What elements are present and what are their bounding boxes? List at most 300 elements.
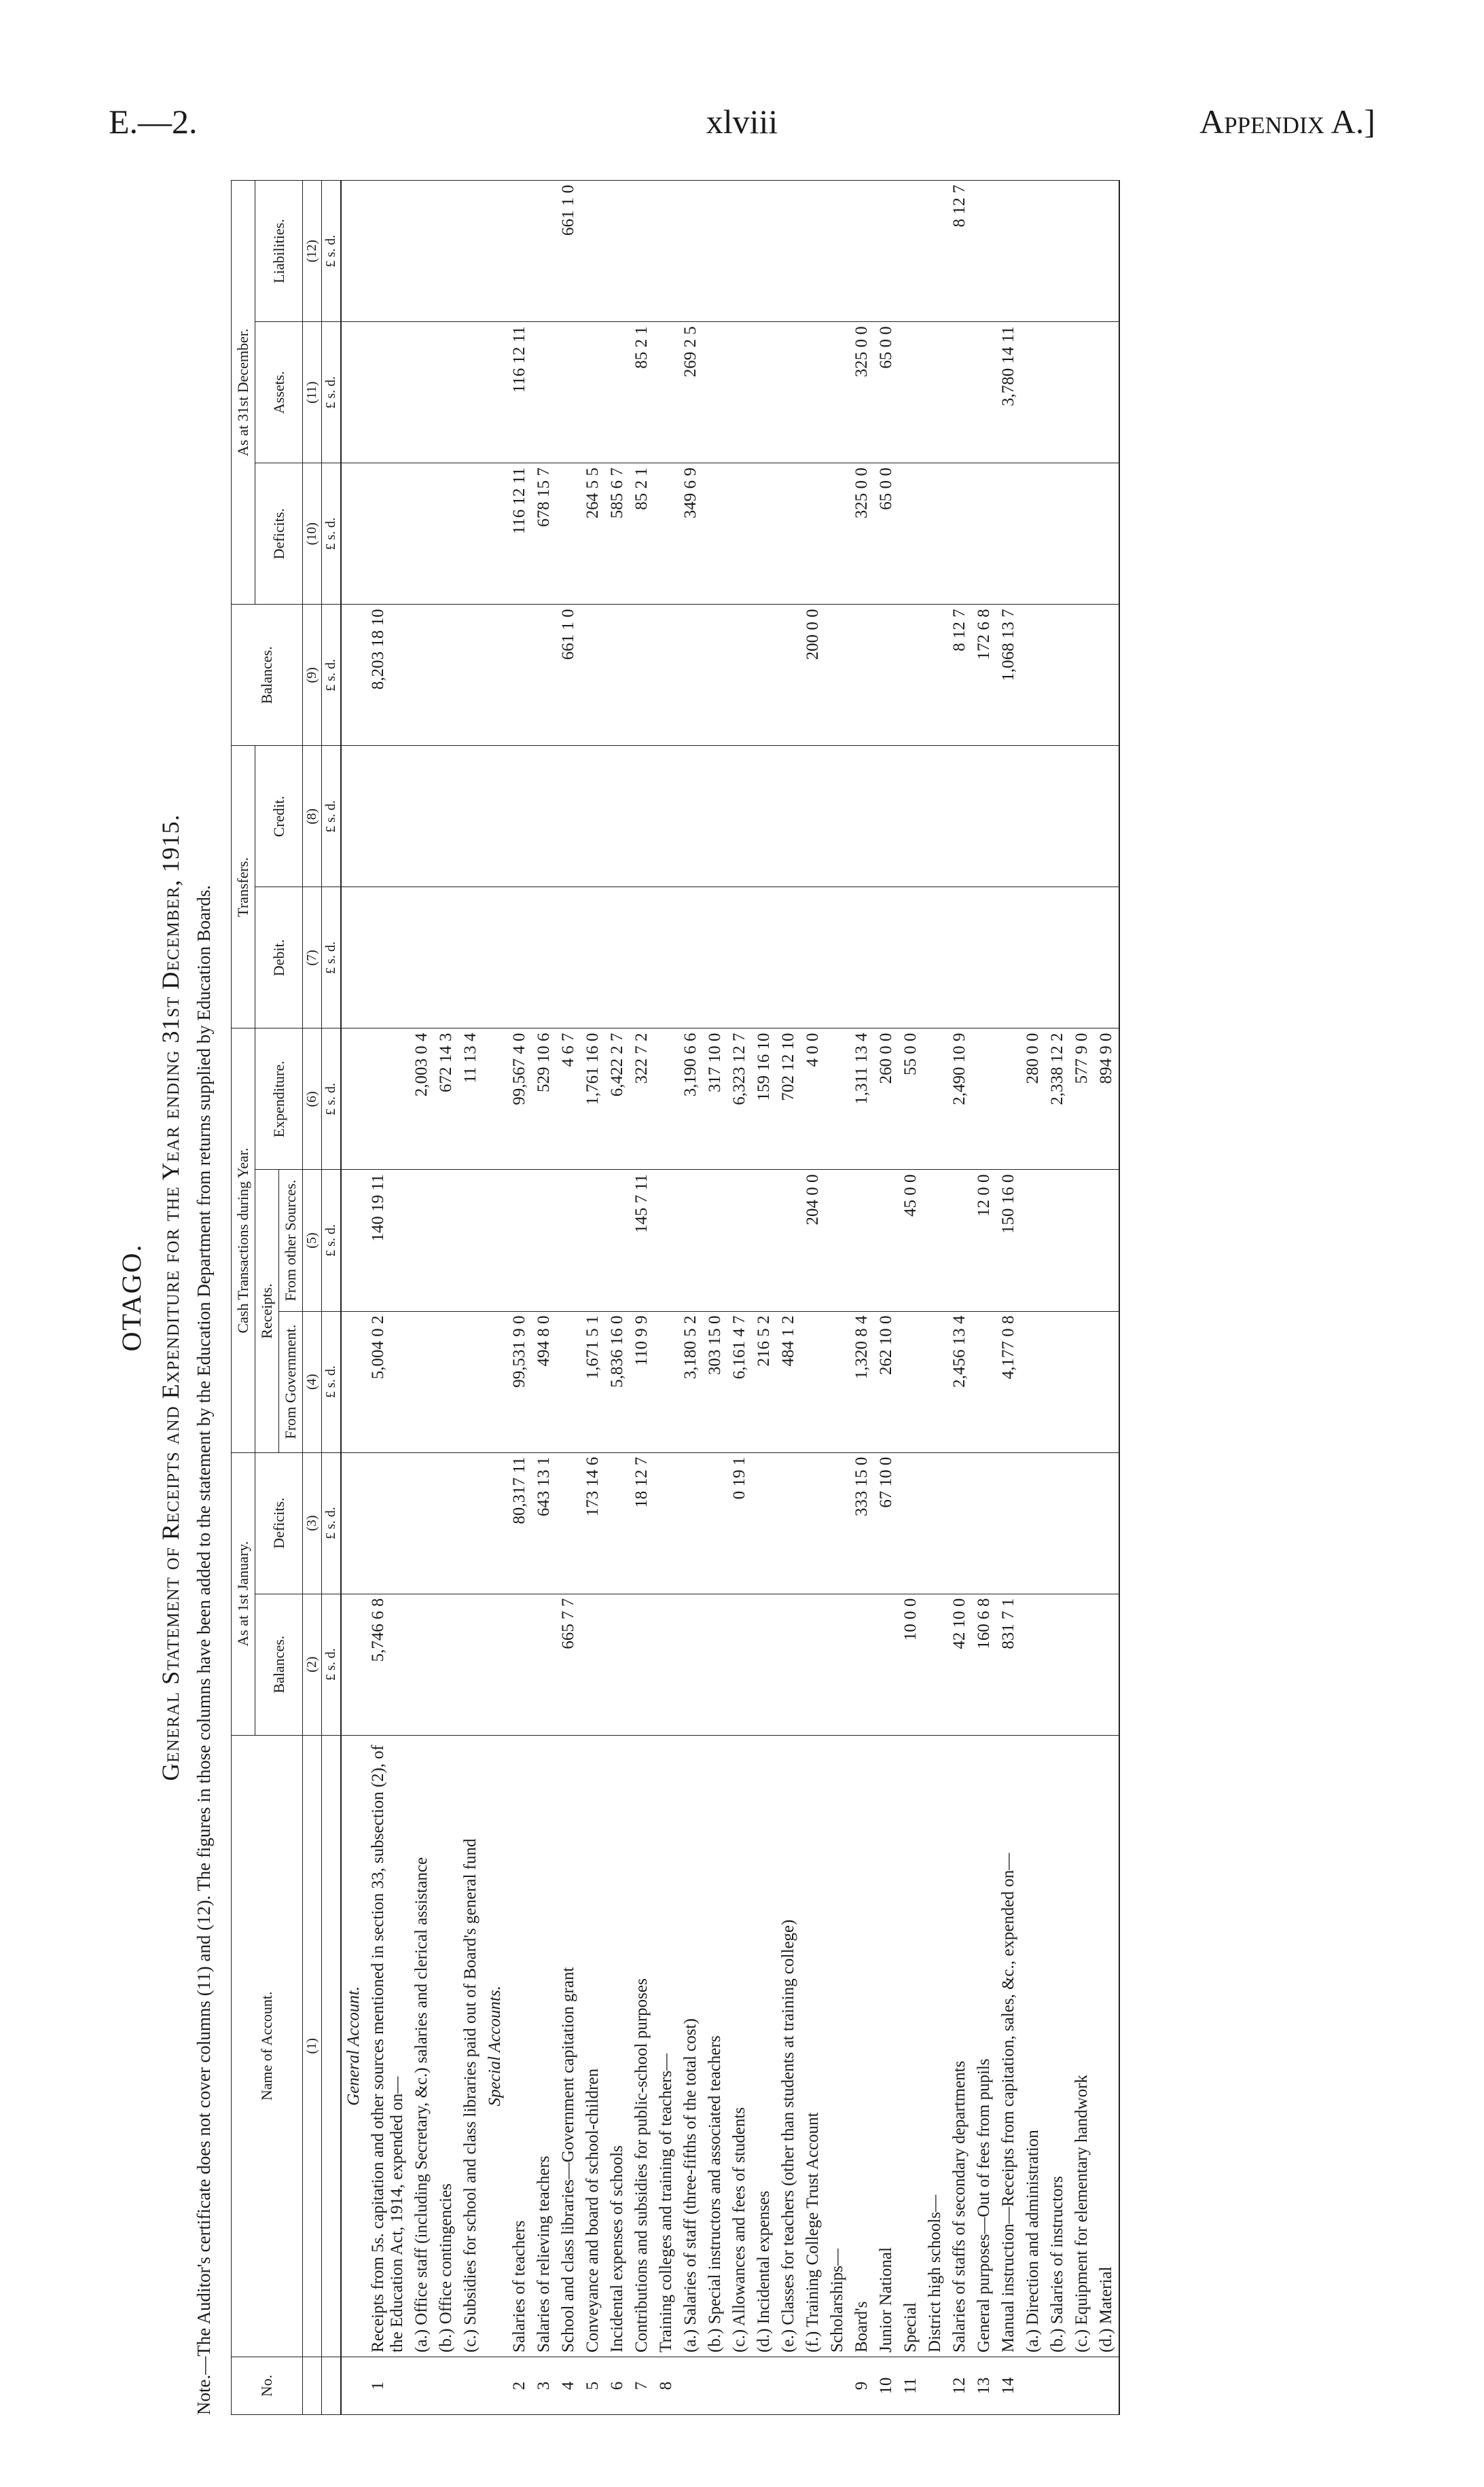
unit-label: £ s. d. bbox=[322, 1594, 342, 1735]
amount-cell bbox=[752, 181, 776, 322]
amount-cell bbox=[483, 322, 507, 463]
amount-cell: 264 5 5 bbox=[581, 463, 605, 605]
amount-cell: 6,323 12 7 bbox=[727, 1028, 752, 1170]
amount-cell: 116 12 11 bbox=[507, 463, 532, 605]
amount-cell bbox=[850, 605, 874, 746]
amount-cell bbox=[434, 1170, 458, 1311]
amount-cell bbox=[727, 1594, 752, 1735]
row-number bbox=[434, 2357, 458, 2414]
appendix-label: Appendix A.] bbox=[1199, 103, 1375, 141]
amount-cell bbox=[801, 887, 825, 1028]
amount-cell: 1,311 13 4 bbox=[850, 1028, 874, 1170]
amount-cell: 3,180 5 2 bbox=[678, 1311, 703, 1452]
amount-cell bbox=[507, 1594, 532, 1735]
amount-cell: 12 0 0 bbox=[972, 1170, 996, 1311]
amount-cell bbox=[410, 605, 434, 746]
amount-cell bbox=[972, 322, 996, 463]
amount-cell bbox=[341, 746, 366, 887]
amount-cell bbox=[752, 1170, 776, 1311]
amount-cell: 317 10 0 bbox=[703, 1028, 727, 1170]
amount-cell bbox=[1045, 322, 1070, 463]
account-name: Contributions and subsidies for public-school purposes bbox=[630, 1735, 654, 2357]
amount-cell: 325 0 0 bbox=[850, 463, 874, 605]
amount-cell bbox=[483, 1028, 507, 1170]
amount-cell: 216 5 2 bbox=[752, 1311, 776, 1452]
amount-cell bbox=[1094, 1311, 1119, 1452]
row-number: 10 bbox=[874, 2357, 899, 2414]
table-row bbox=[972, 181, 996, 2415]
amount-cell bbox=[923, 605, 947, 746]
amount-cell bbox=[1045, 1452, 1070, 1594]
amount-cell bbox=[1045, 605, 1070, 746]
amount-cell bbox=[1021, 887, 1045, 1028]
amount-cell bbox=[410, 1594, 434, 1735]
amount-cell bbox=[483, 1170, 507, 1311]
amount-cell bbox=[654, 1311, 678, 1452]
amount-cell: 145 7 11 bbox=[630, 1170, 654, 1311]
amount-cell bbox=[654, 1594, 678, 1735]
unit-label: £ s. d. bbox=[322, 1170, 342, 1311]
amount-cell bbox=[458, 887, 483, 1028]
amount-cell bbox=[458, 1452, 483, 1594]
amount-cell bbox=[410, 1452, 434, 1594]
amount-cell bbox=[874, 746, 899, 887]
amount-cell bbox=[727, 463, 752, 605]
row-number: 4 bbox=[556, 2357, 581, 2414]
amount-cell: 67 10 0 bbox=[874, 1452, 899, 1594]
amount-cell: 262 10 0 bbox=[874, 1311, 899, 1452]
account-name: (a.) Direction and administration bbox=[1021, 1735, 1045, 2357]
amount-cell bbox=[654, 1170, 678, 1311]
account-name: Incidental expenses of schools bbox=[605, 1735, 630, 2357]
amount-cell bbox=[1021, 1452, 1045, 1594]
account-name: (f.) Training College Trust Account bbox=[801, 1735, 825, 2357]
row-number bbox=[341, 2357, 366, 2414]
amount-cell bbox=[923, 1311, 947, 1452]
amount-cell bbox=[703, 181, 727, 322]
amount-cell bbox=[727, 181, 752, 322]
amount-cell bbox=[1021, 1311, 1045, 1452]
amount-cell: 110 9 9 bbox=[630, 1311, 654, 1452]
amount-cell bbox=[1045, 181, 1070, 322]
amount-cell: 204 0 0 bbox=[801, 1170, 825, 1311]
amount-cell bbox=[972, 887, 996, 1028]
auditor-note: Note.—The Auditor's certificate does not cover columns (11) and (12). The figures in those columns have been added to the statement by the Education Department from returns supplied by Education Boards. bbox=[194, 885, 214, 2415]
amount-cell bbox=[1021, 322, 1045, 463]
amount-cell: 5,746 6 8 bbox=[366, 1594, 410, 1735]
amount-cell bbox=[532, 1594, 556, 1735]
amount-cell bbox=[850, 887, 874, 1028]
amount-cell bbox=[972, 181, 996, 322]
amount-cell bbox=[1045, 1311, 1070, 1452]
amount-cell bbox=[1070, 1594, 1094, 1735]
row-number: 13 bbox=[972, 2357, 996, 2414]
amount-cell bbox=[341, 605, 366, 746]
amount-cell bbox=[366, 463, 410, 605]
col-balances-jan-header: Balances. bbox=[255, 1594, 303, 1735]
amount-cell bbox=[341, 181, 366, 322]
amount-cell: 2,003 0 4 bbox=[410, 1028, 434, 1170]
amount-cell bbox=[366, 1452, 410, 1594]
amount-cell bbox=[458, 1311, 483, 1452]
page-reference: E.—2. bbox=[109, 103, 198, 141]
row-number: 6 bbox=[605, 2357, 630, 2414]
amount-cell bbox=[1070, 1170, 1094, 1311]
amount-cell bbox=[434, 181, 458, 322]
amount-cell: 577 9 0 bbox=[1070, 1028, 1094, 1170]
account-name: Conveyance and board of school-children bbox=[581, 1735, 605, 2357]
amount-cell bbox=[581, 322, 605, 463]
statement-body bbox=[341, 181, 1119, 2415]
table-row bbox=[752, 181, 776, 2415]
column-number: (7) bbox=[303, 887, 322, 1028]
amount-cell bbox=[703, 1594, 727, 1735]
unit-label: £ s. d. bbox=[322, 463, 342, 605]
amount-cell bbox=[605, 605, 630, 746]
amount-cell bbox=[850, 1594, 874, 1735]
amount-cell bbox=[581, 746, 605, 887]
amount-cell bbox=[654, 181, 678, 322]
row-number bbox=[1070, 2357, 1094, 2414]
amount-cell bbox=[605, 322, 630, 463]
table-row bbox=[556, 181, 581, 2415]
amount-cell: 4,177 0 8 bbox=[996, 1311, 1021, 1452]
amount-cell bbox=[581, 1170, 605, 1311]
account-name: Training colleges and training of teachers— bbox=[654, 1735, 678, 2357]
account-name: Board's bbox=[850, 1735, 874, 2357]
amount-cell bbox=[801, 322, 825, 463]
amount-cell: 5,004 0 2 bbox=[366, 1311, 410, 1452]
amount-cell: 160 6 8 bbox=[972, 1594, 996, 1735]
amount-cell bbox=[923, 1170, 947, 1311]
unit-label: £ s. d. bbox=[322, 181, 342, 322]
amount-cell bbox=[1045, 887, 1070, 1028]
amount-cell bbox=[434, 605, 458, 746]
amount-cell: 349 6 9 bbox=[678, 463, 703, 605]
amount-cell bbox=[1021, 1594, 1045, 1735]
amount-cell bbox=[581, 1594, 605, 1735]
amount-cell bbox=[434, 1594, 458, 1735]
page-header bbox=[109, 102, 1375, 149]
account-name: (e.) Classes for teachers (other than students at training college) bbox=[776, 1735, 801, 2357]
amount-cell bbox=[972, 463, 996, 605]
row-number: 3 bbox=[532, 2357, 556, 2414]
column-number: (9) bbox=[303, 605, 322, 746]
column-number: (12) bbox=[303, 181, 322, 322]
amount-cell bbox=[899, 181, 923, 322]
amount-cell bbox=[434, 1311, 458, 1452]
amount-cell bbox=[1045, 746, 1070, 887]
row-number bbox=[1094, 2357, 1119, 2414]
row-number bbox=[458, 2357, 483, 2414]
amount-cell bbox=[776, 181, 801, 322]
account-name: (b.) Salaries of instructors bbox=[1045, 1735, 1070, 2357]
page-number: xlviii bbox=[706, 103, 778, 141]
amount-cell: 585 6 7 bbox=[605, 463, 630, 605]
row-number: 5 bbox=[581, 2357, 605, 2414]
amount-cell bbox=[1070, 1452, 1094, 1594]
amount-cell bbox=[776, 746, 801, 887]
amount-cell bbox=[605, 887, 630, 1028]
amount-cell bbox=[532, 322, 556, 463]
amount-cell: 333 15 0 bbox=[850, 1452, 874, 1594]
jan-group-header: As at 1st January. bbox=[232, 1452, 255, 1735]
amount-cell bbox=[1070, 322, 1094, 463]
amount-cell bbox=[630, 1594, 654, 1735]
table-row bbox=[1021, 181, 1045, 2415]
amount-cell bbox=[996, 887, 1021, 1028]
amount-cell bbox=[703, 605, 727, 746]
amount-cell: 4 0 0 bbox=[801, 1028, 825, 1170]
amount-cell bbox=[678, 1452, 703, 1594]
statement-table bbox=[231, 180, 1120, 2415]
amount-cell bbox=[630, 605, 654, 746]
amount-cell bbox=[630, 887, 654, 1028]
amount-cell bbox=[752, 887, 776, 1028]
amount-cell: 702 12 10 bbox=[776, 1028, 801, 1170]
amount-cell bbox=[1021, 181, 1045, 322]
amount-cell: 894 9 0 bbox=[1094, 1028, 1119, 1170]
amount-cell: 80,317 11 bbox=[507, 1452, 532, 1594]
row-number: 9 bbox=[850, 2357, 874, 2414]
unit-label: £ s. d. bbox=[322, 605, 342, 746]
amount-cell bbox=[1021, 463, 1045, 605]
amount-cell bbox=[678, 746, 703, 887]
amount-cell bbox=[703, 463, 727, 605]
amount-cell: 65 0 0 bbox=[874, 463, 899, 605]
row-number bbox=[678, 2357, 703, 2414]
amount-cell bbox=[776, 887, 801, 1028]
amount-cell bbox=[630, 181, 654, 322]
amount-cell bbox=[556, 746, 581, 887]
row-number: 11 bbox=[899, 2357, 923, 2414]
amount-cell bbox=[581, 887, 605, 1028]
amount-cell: 10 0 0 bbox=[899, 1594, 923, 1735]
row-number bbox=[776, 2357, 801, 2414]
amount-cell bbox=[825, 605, 850, 746]
amount-cell bbox=[776, 322, 801, 463]
amount-cell bbox=[483, 1452, 507, 1594]
amount-cell bbox=[556, 322, 581, 463]
amount-cell bbox=[850, 746, 874, 887]
amount-cell bbox=[825, 1028, 850, 1170]
row-number bbox=[727, 2357, 752, 2414]
amount-cell bbox=[458, 181, 483, 322]
table-row bbox=[703, 181, 727, 2415]
amount-cell: 200 0 0 bbox=[801, 605, 825, 746]
account-name: Junior National bbox=[874, 1735, 899, 2357]
amount-cell bbox=[556, 1311, 581, 1452]
amount-cell: 1,671 5 1 bbox=[581, 1311, 605, 1452]
amount-cell: 150 16 0 bbox=[996, 1170, 1021, 1311]
amount-cell: 55 0 0 bbox=[899, 1028, 923, 1170]
amount-cell bbox=[1045, 463, 1070, 605]
amount-cell bbox=[341, 1170, 366, 1311]
account-name: (a.) Office staff (including Secretary, &c.) salaries and clerical assistance bbox=[410, 1735, 434, 2357]
amount-cell: 1,068 13 7 bbox=[996, 605, 1021, 746]
amount-cell bbox=[947, 1452, 972, 1594]
table-row bbox=[825, 181, 850, 2415]
amount-cell bbox=[1070, 746, 1094, 887]
amount-cell bbox=[1070, 887, 1094, 1028]
unit-label: £ s. d. bbox=[322, 1311, 342, 1452]
amount-cell: 0 19 1 bbox=[727, 1452, 752, 1594]
amount-cell: 85 2 1 bbox=[630, 463, 654, 605]
row-number bbox=[752, 2357, 776, 2414]
amount-cell bbox=[507, 181, 532, 322]
table-row bbox=[434, 181, 458, 2415]
amount-cell bbox=[483, 746, 507, 887]
amount-cell bbox=[605, 181, 630, 322]
unit-cell bbox=[322, 2357, 342, 2414]
amount-cell: 672 14 3 bbox=[434, 1028, 458, 1170]
amount-cell: 494 8 0 bbox=[532, 1311, 556, 1452]
amount-cell bbox=[947, 463, 972, 605]
amount-cell: 99,531 9 0 bbox=[507, 1311, 532, 1452]
amount-cell bbox=[410, 181, 434, 322]
amount-cell bbox=[776, 605, 801, 746]
amount-cell bbox=[410, 322, 434, 463]
row-number bbox=[1021, 2357, 1045, 2414]
amount-cell bbox=[581, 181, 605, 322]
amount-cell bbox=[899, 463, 923, 605]
amount-cell bbox=[776, 1170, 801, 1311]
column-number: (10) bbox=[303, 463, 322, 605]
amount-cell bbox=[752, 746, 776, 887]
amount-cell bbox=[458, 746, 483, 887]
account-name: Salaries of relieving teachers bbox=[532, 1735, 556, 2357]
amount-cell bbox=[1070, 463, 1094, 605]
amount-cell bbox=[654, 605, 678, 746]
row-number: 1 bbox=[366, 2357, 410, 2414]
table-row bbox=[1070, 181, 1094, 2415]
amount-cell bbox=[410, 1170, 434, 1311]
amount-cell bbox=[341, 322, 366, 463]
amount-cell bbox=[899, 887, 923, 1028]
amount-cell: 280 0 0 bbox=[1021, 1028, 1045, 1170]
amount-cell: 260 0 0 bbox=[874, 1028, 899, 1170]
amount-cell bbox=[1021, 746, 1045, 887]
amount-cell bbox=[434, 463, 458, 605]
amount-cell bbox=[874, 1170, 899, 1311]
amount-cell bbox=[678, 605, 703, 746]
amount-cell bbox=[752, 322, 776, 463]
amount-cell: 2,456 13 4 bbox=[947, 1311, 972, 1452]
account-name: (b.) Special instructors and associated teachers bbox=[703, 1735, 727, 2357]
row-number bbox=[483, 2357, 507, 2414]
amount-cell bbox=[923, 463, 947, 605]
table-row bbox=[410, 181, 434, 2415]
amount-cell bbox=[752, 463, 776, 605]
amount-cell bbox=[1094, 463, 1119, 605]
amount-cell bbox=[1045, 1170, 1070, 1311]
amount-cell bbox=[825, 322, 850, 463]
amount-cell bbox=[825, 1170, 850, 1311]
table-row bbox=[899, 181, 923, 2415]
table-row bbox=[654, 181, 678, 2415]
amount-cell bbox=[507, 746, 532, 887]
account-name: General purposes—Out of fees from pupils bbox=[972, 1735, 996, 2357]
amount-cell: 529 10 6 bbox=[532, 1028, 556, 1170]
amount-cell bbox=[458, 1594, 483, 1735]
amount-cell bbox=[825, 887, 850, 1028]
amount-cell: 173 14 6 bbox=[581, 1452, 605, 1594]
table-row bbox=[366, 181, 410, 2415]
amount-cell: 5,836 16 0 bbox=[605, 1311, 630, 1452]
unit-label: £ s. d. bbox=[322, 746, 342, 887]
amount-cell: 65 0 0 bbox=[874, 322, 899, 463]
amount-cell bbox=[923, 887, 947, 1028]
unit-cell bbox=[322, 1735, 342, 2357]
amount-cell bbox=[825, 746, 850, 887]
cash-group-header: Cash Transactions during Year. bbox=[232, 1028, 255, 1452]
amount-cell: 6,422 2 7 bbox=[605, 1028, 630, 1170]
amount-cell bbox=[703, 746, 727, 887]
amount-cell bbox=[654, 322, 678, 463]
table-row bbox=[630, 181, 654, 2415]
amount-cell bbox=[341, 887, 366, 1028]
amount-cell bbox=[972, 1311, 996, 1452]
amount-cell bbox=[727, 605, 752, 746]
amount-cell bbox=[801, 1311, 825, 1452]
amount-cell bbox=[923, 1594, 947, 1735]
table-row bbox=[776, 181, 801, 2415]
account-name: District high schools— bbox=[923, 1735, 947, 2357]
amount-cell: 85 2 1 bbox=[630, 322, 654, 463]
amount-cell bbox=[1070, 605, 1094, 746]
amount-cell bbox=[483, 181, 507, 322]
amount-cell bbox=[1070, 181, 1094, 322]
amount-cell bbox=[1045, 1594, 1070, 1735]
amount-cell bbox=[507, 605, 532, 746]
amount-cell: 140 19 11 bbox=[366, 1170, 410, 1311]
table-row bbox=[678, 181, 703, 2415]
table-row bbox=[947, 181, 972, 2415]
account-name: General Account. bbox=[341, 1735, 366, 2357]
amount-cell bbox=[605, 746, 630, 887]
col-credit-header: Credit. bbox=[255, 746, 303, 887]
table-row bbox=[850, 181, 874, 2415]
amount-cell bbox=[654, 887, 678, 1028]
amount-cell bbox=[1070, 1311, 1094, 1452]
amount-cell bbox=[899, 1311, 923, 1452]
account-name: (c.) Allowances and fees of students bbox=[727, 1735, 752, 2357]
amount-cell: 18 12 7 bbox=[630, 1452, 654, 1594]
amount-cell bbox=[923, 322, 947, 463]
amount-cell: 831 7 1 bbox=[996, 1594, 1021, 1735]
amount-cell bbox=[923, 1028, 947, 1170]
amount-cell bbox=[581, 605, 605, 746]
row-number: 2 bbox=[507, 2357, 532, 2414]
amount-cell bbox=[341, 463, 366, 605]
amount-cell bbox=[1021, 605, 1045, 746]
table-row bbox=[581, 181, 605, 2415]
account-name: (d.) Incidental expenses bbox=[752, 1735, 776, 2357]
amount-cell bbox=[483, 887, 507, 1028]
amount-cell bbox=[654, 1028, 678, 1170]
amount-cell: 678 15 7 bbox=[532, 463, 556, 605]
amount-cell bbox=[1094, 605, 1119, 746]
amount-cell bbox=[899, 746, 923, 887]
account-name: Salaries of teachers bbox=[507, 1735, 532, 2357]
col-balances-dec-header: Balances. bbox=[232, 605, 303, 746]
row-number: 8 bbox=[654, 2357, 678, 2414]
table-row bbox=[923, 181, 947, 2415]
amount-cell bbox=[752, 1594, 776, 1735]
table-row bbox=[727, 181, 752, 2415]
amount-cell: 8 12 7 bbox=[947, 181, 972, 322]
column-number: (2) bbox=[303, 1594, 322, 1735]
